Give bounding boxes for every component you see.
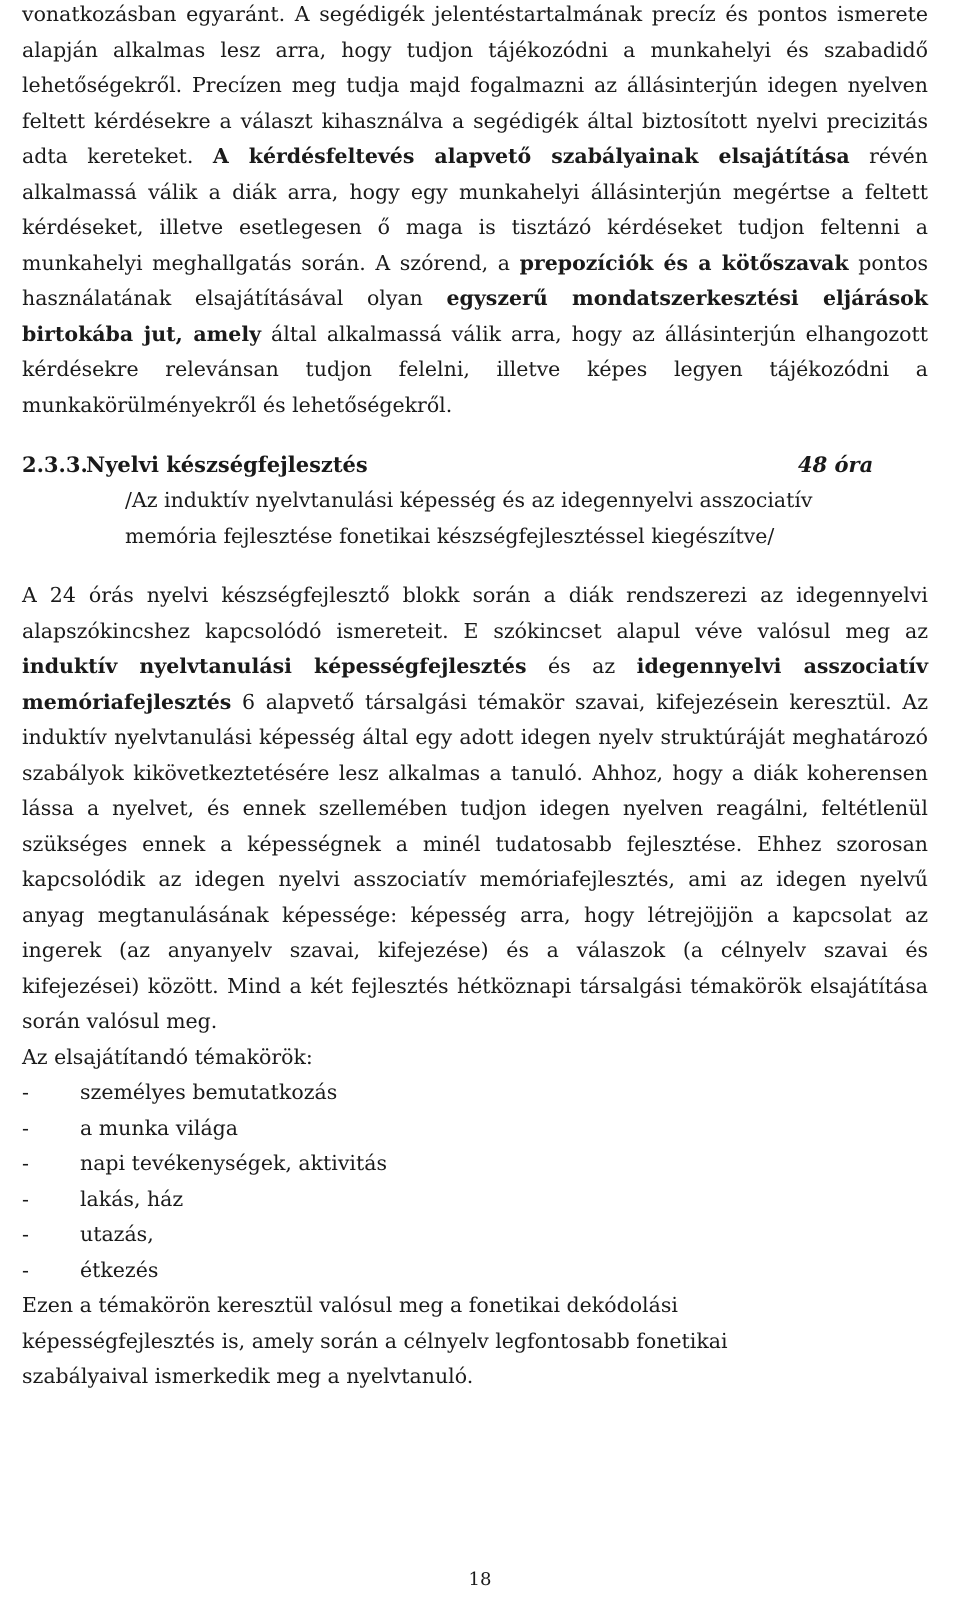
paragraph-intro xyxy=(22,0,928,423)
text-run: pontos használatának elsajátításával olyan xyxy=(22,250,928,310)
bold-phrase: prepozíciók és a kötőszavak xyxy=(519,250,849,275)
list-dash: - xyxy=(22,1080,29,1104)
list-dash: - xyxy=(22,1186,29,1211)
list-item-label: napi tevékenységek, aktivitás xyxy=(80,1151,387,1175)
text-run: A 24 órás nyelvi készségfejlesztő blokk során a diák rendszerezi az idegennyelvi alapszókincshez kapcsolódó ismereteit. E szókincset alapul véve valósul meg az xyxy=(22,583,928,643)
list-item-label: utazás, xyxy=(80,1222,154,1246)
bold-phrase: A kérdésfeltevés alapvető szabályainak elsajátítása xyxy=(212,144,850,168)
closing-line: képességfejlesztés is, amely során a célnyelv legfontosabb fonetikai xyxy=(22,1328,728,1353)
page-number: 18 xyxy=(468,1569,492,1590)
list-item-label: a munka világa xyxy=(80,1115,239,1140)
bold-phrase: idegennyelvi asszociatív memóriafejlesztés xyxy=(22,654,928,714)
list-dash: - xyxy=(22,1151,29,1175)
bold-phrase: induktív nyelvtanulási képességfejlesztés xyxy=(22,654,527,678)
subtitle-line: memória fejlesztése fonetikai készségfejlesztéssel kiegészítve/ xyxy=(125,523,775,548)
list-dash: - xyxy=(22,1257,29,1282)
topics-list xyxy=(22,1075,928,1288)
list-item-label: személyes bemutatkozás xyxy=(80,1080,338,1104)
paragraph-skills xyxy=(22,578,928,1040)
text-run: révén alkalmassá válik a diák arra, hogy egy munkahelyi állásinterjún megértse a feltett kérdéseket, illetve esetlegesen ő maga is tisztázó kérdéseket tudjon feltenni a munkahelyi meghallgatás során. A szórend, a xyxy=(22,144,928,275)
subtitle-line: /Az induktív nyelvtanulási képesség és az idegennyelvi asszociatív xyxy=(125,488,813,512)
list-item-label: étkezés xyxy=(80,1257,159,1282)
list-item xyxy=(22,1111,928,1147)
section-subtitle xyxy=(125,483,928,554)
list-dash: - xyxy=(22,1222,29,1246)
list-item xyxy=(22,1253,928,1289)
text-run: vonatkozásban egyaránt. A segédigék jelentéstartalmának precíz és pontos ismerete alapján alkalmas lesz arra, hogy tudjon tájékozódni a munkahelyi és szabadidő lehetőségekről. Precízen meg tudja majd fogalmazni az állásinterjún idegen nyelven feltett kérdésekre a választ kihasználva a segédigék által biztosított nyelvi precizitás adta kereteket. xyxy=(22,2,928,168)
section-heading xyxy=(22,447,928,483)
text-run: 6 alapvető társalgási témakör szavai, kifejezésein keresztül. Az induktív nyelvtanulási képesség által egy adott idegen nyelv struktúráját meghatározó szabályok kikövetkeztetésére lesz alkalmas a tanuló. Ahhoz, hogy a diák koherensen lássa a nyelvet, és ennek szellemében tudjon idegen nyelven reagálni, feltétlenül szükséges ennek a képességnek a minél tudatosabb fejlesztése. Ehhez szorosan kapcsolódik az idegen nyelvi asszociatív memóriafejlesztés, ami az idegen nyelvű anyag megtanulásának képessége: képesség arra, hogy létrejöjjön a kapcsolat az ingerek (az anyanyelv szavai, kifejezése) és a válaszok (a célnyelv szavai és kifejezései) között. Mind a két fejlesztés hétköznapi társalgási témakörök elsajátítása során valósul meg. xyxy=(22,689,928,1033)
list-item xyxy=(22,1217,928,1253)
section-number: 2.3.3. xyxy=(22,452,88,477)
list-dash: - xyxy=(22,1115,29,1140)
closing-paragraph xyxy=(22,1288,928,1395)
list-item xyxy=(22,1146,928,1182)
text-run: és az xyxy=(526,654,637,678)
section-hours: 48 óra xyxy=(798,452,874,477)
closing-line: szabályaival ismerkedik meg a nyelvtanuló. xyxy=(22,1364,474,1388)
text-run: által alkalmassá válik arra, hogy az állásinterjún elhangozott kérdésekre relevánsan tudjon felelni, illetve képes legyen tájékozódni a munkakörülményekről és lehetőségekről. xyxy=(22,321,928,417)
list-item-label: lakás, ház xyxy=(80,1186,184,1211)
bold-phrase: egyszerű mondatszerkesztési eljárások birtokába jut, amely xyxy=(22,286,928,346)
closing-line: Ezen a témakörön keresztül valósul meg a fonetikai dekódolási xyxy=(22,1293,678,1317)
list-item xyxy=(22,1075,928,1111)
topics-intro: Az elsajátítandó témakörök: xyxy=(22,1044,313,1069)
section-title: Nyelvi készségfejlesztés xyxy=(86,452,368,477)
list-item xyxy=(22,1182,928,1218)
